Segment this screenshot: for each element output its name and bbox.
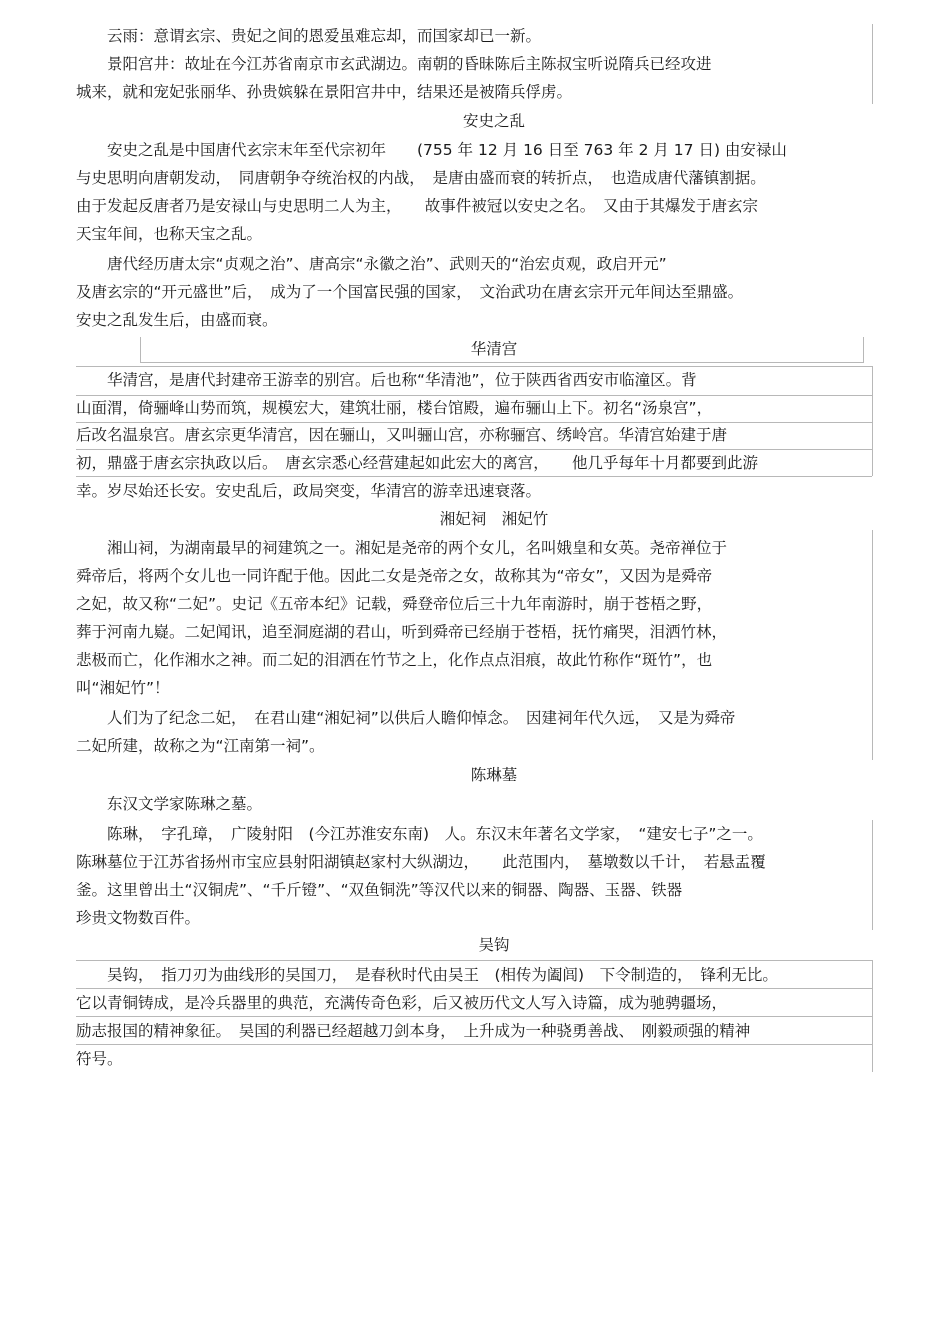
- paragraph-line: 华清宫，是唐代封建帝王游幸的别宫。后也称“华清池”，位于陕西省西安市临潼区。背: [76, 371, 697, 389]
- paragraph-line: 湘山祠，为湖南最早的祠建筑之一。湘妃是尧帝的两个女儿，名叫娥皇和女英。尧帝禅位于: [76, 539, 728, 557]
- section-title: 湘妃祠 湘妃竹: [439, 510, 549, 528]
- paragraph-line: 舜帝后，将两个女儿也一同许配于他。因此二女是尧帝之女，故称其为“帝女”，又因为是舜帝: [76, 567, 713, 585]
- paragraph-line: 云雨：意谓玄宗、贵妃之间的恩爱虽难忘却，而国家却已一新。: [76, 27, 542, 45]
- paragraph-line: 悲极而亡，化作湘水之神。而二妃的泪洒在竹节之上，化作点点泪痕，故此竹称作“斑竹”，也: [76, 651, 713, 669]
- paragraph-line: 之妃，故又称“二妃”。史记《五帝本纪》记载，舜登帝位后三十九年南游时，崩于苍梧之野，: [76, 595, 713, 613]
- paragraph-line: 葬于河南九嶷。二妃闻讯，追至洞庭湖的君山，听到舜帝已经崩于苍梧，抚竹痛哭，泪洒竹林，: [76, 623, 728, 641]
- paragraph-line: 二妃所建，故称之为“江南第一祠”。: [76, 737, 325, 755]
- scan-line: [872, 530, 873, 760]
- paragraph-line: 城来，就和宠妃张丽华、孙贵嫔躲在景阳宫井中，结果还是被隋兵俘虏。: [76, 83, 573, 101]
- section-title: 吴钩: [478, 936, 510, 954]
- scan-line: [872, 820, 873, 930]
- paragraph-line: 由于发起反唐者乃是安禄山与史思明二人为主， 故事件被冠以安史之名。 又由于其爆发于唐玄宗: [76, 197, 759, 215]
- paragraph-line: 景阳宫井：故址在今江苏省南京市玄武湖边。南朝的昏昧陈后主陈叔宝听说隋兵已经攻进: [76, 55, 712, 73]
- section-title: 陈琳墓: [470, 766, 518, 784]
- scan-line: [872, 366, 873, 476]
- paragraph-line: 山面渭，倚骊峰山势而筑，规模宏大，建筑壮丽，楼台馆殿，遍布骊山上下。初名“汤泉宫”，: [76, 399, 713, 417]
- paragraph-line: 励志报国的精神象征。 吴国的利器已经超越刀剑本身， 上升成为一种骁勇善战、 刚毅顽强的精神: [76, 1022, 751, 1040]
- paragraph-line: 吴钩， 指刀刃为曲线形的吴国刀， 是春秋时代由吴王 (相传为阖闾) 下令制造的， 锋利无比。: [76, 966, 778, 984]
- paragraph-line: 符号。: [76, 1050, 123, 1068]
- paragraph-line: 及唐玄宗的“开元盛世”后， 成为了一个国富民强的国家， 文治武功在唐玄宗开元年间达至鼎盛。: [76, 283, 744, 301]
- scan-line: [872, 960, 873, 1072]
- scan-line: [872, 24, 873, 104]
- paragraph-line: 初，鼎盛于唐玄宗执政以后。 唐玄宗悉心经营建起如此宏大的离宫， 他几乎每年十月都要到此游: [76, 454, 759, 472]
- paragraph-line: 陈琳， 字孔璋， 广陵射阳 (今江苏淮安东南) 人。东汉末年著名文学家， “建安七子”之一。: [76, 825, 763, 843]
- paragraph-line: 后改名温泉宫。唐玄宗更华清宫，因在骊山，又叫骊山宫，亦称骊宫、绣岭宫。华清宫始建于唐: [76, 426, 728, 444]
- paragraph-line: 幸。岁尽始还长安。安史乱后，政局突变，华清宫的游幸迅速衰落。: [76, 482, 542, 500]
- paragraph-line: 人们为了纪念二妃， 在君山建“湘妃祠”以供后人瞻仰悼念。 因建祠年代久远， 又是为舜帝: [76, 709, 736, 727]
- paragraph-line: 叫“湘妃竹”！: [76, 679, 170, 697]
- section-title: 华清宫: [470, 340, 518, 358]
- paragraph-line: 天宝年间，也称天宝之乱。: [76, 225, 263, 243]
- paragraph-line: 珍贵文物数百件。: [76, 909, 201, 927]
- paragraph-line: 陈琳墓位于江苏省扬州市宝应县射阳湖镇赵家村大纵湖边， 此范围内， 墓墩数以千计， 若悬盂覆: [76, 853, 766, 871]
- paragraph-line: 它以青铜铸成，是冷兵器里的典范，充满传奇色彩，后又被历代文人写入诗篇，成为驰骋疆场，: [76, 994, 728, 1012]
- scan-line: [140, 362, 864, 363]
- paragraph-line: 唐代经历唐太宗“贞观之治”、唐高宗“永徽之治”、武则天的“治宏贞观，政启开元”: [76, 255, 667, 273]
- paragraph-line: 釜。这里曾出土“汉铜虎”、“千斤镫”、“双鱼铜洗”等汉代以来的铜器、陶器、玉器、铁器: [76, 881, 683, 899]
- section-title: 安史之乱: [462, 112, 525, 130]
- paragraph-line: 东汉文学家陈琳之墓。: [76, 795, 263, 813]
- paragraph-line: 与史思明向唐朝发动， 同唐朝争夺统治权的内战， 是唐由盛而衰的转折点， 也造成唐代藩镇割据。: [76, 169, 766, 187]
- paragraph-line: 安史之乱发生后，由盛而衰。: [76, 311, 278, 329]
- paragraph-line: 安史之乱是中国唐代玄宗末年至代宗初年 (755 年 12 月 16 日至 763 年 2 月 17 日) 由安禄山: [76, 141, 787, 159]
